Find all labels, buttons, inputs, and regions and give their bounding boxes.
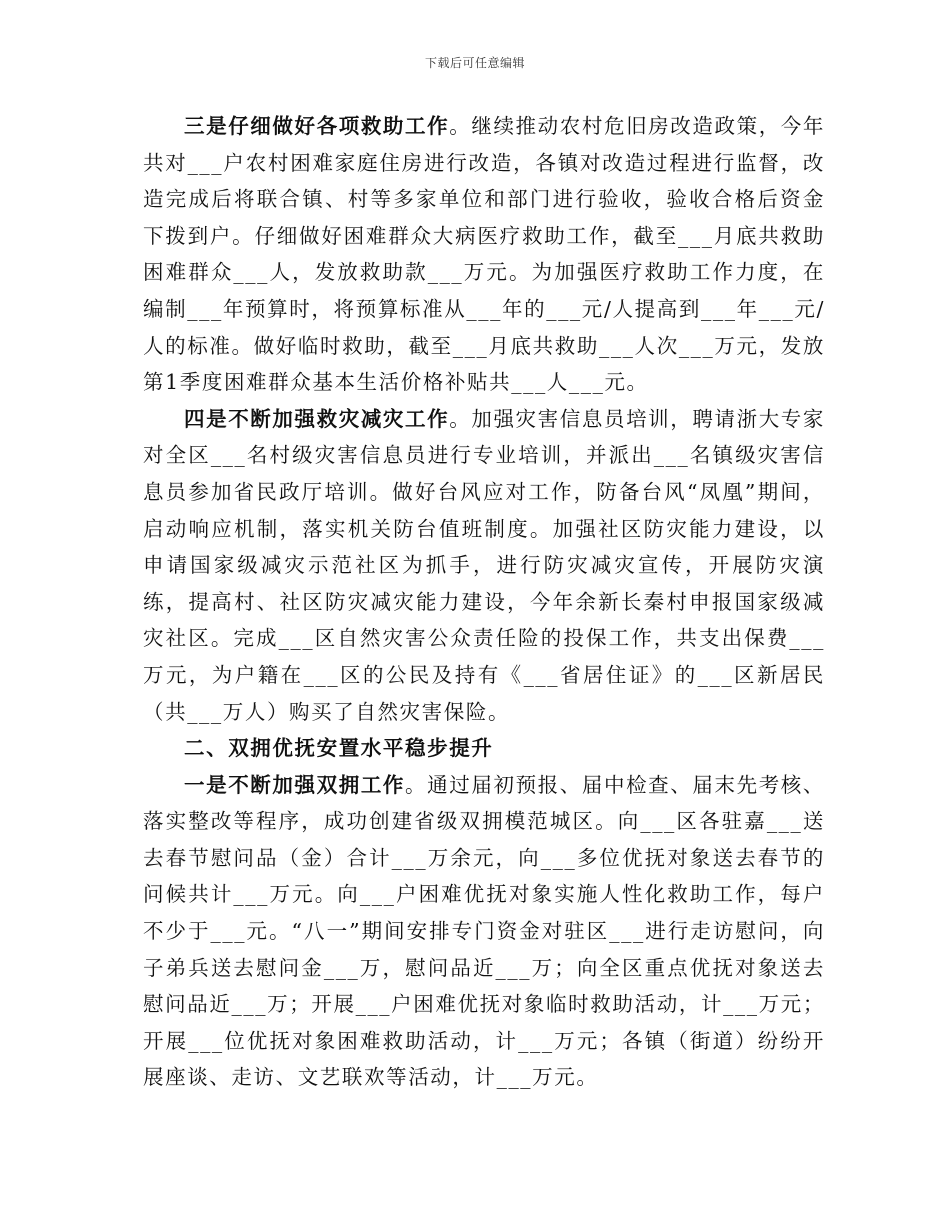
paragraph-lead: 三是仔细做好各项救助工作 [184,114,450,138]
paragraph-relief-work [143,108,825,401]
paragraph-lead: 四是不断加强救灾减灾工作 [184,406,450,431]
paragraph-text: 。通过届初预报、届中检查、届末先考核、落实整改等程序，成功创建省级双拥模范城区。向___区各驻嘉___送去春节慰问品（金）合计___万余元，向___多位优抚对象送去春节的问候共计___万元。向___户困难优抚对象实施人性化救助工作，每户不少于___元。“八一”期间安排专门资金对驻区___进行走访慰问，向子弟兵送去慰问金___万，慰问品近___万；向全区重点优抚对象送去慰问品近___万；开展___户困难优抚对象临时救助活动，计___万元；开展___位优抚对象困难救助活动，计___万元；各镇（街道）纷纷开展座谈、走访、文艺联欢等活动，计___万元。 [143,772,826,1090]
document-body [143,108,825,1096]
paragraph-text: 。继续推动农村危旧房改造政策，今年共对___户农村困难家庭住房进行改造，各镇对改造过程进行监督，改造完成后将联合镇、村等多家单位和部门进行验收，验收合格后资金下拨到户。仔细做好困难群众大病医疗救助工作，截至___月底共救助困难群众___人，发放救助款___万元。为加强医疗救助工作力度，在编制___年预算时，将预算标准从___年的___元/人提高到___年___元/人的标准。做好临时救助，截至___月底共救助___人次___万元，发放第1季度困难群众基本生活价格补贴共___人___元。 [143,114,826,395]
paragraph-disaster-relief [143,401,825,730]
section-heading: 二、双拥优抚安置水平稳步提升 [184,736,494,761]
header-note: 下载后可任意编辑 [424,56,525,70]
paragraph-lead: 一是不断加强双拥工作 [184,772,406,797]
paragraph-military-support [143,767,825,1096]
paragraph-text: 。加强灾害信息员培训，聘请浙大专家对全区___名村级灾害信息员进行专业培训，并派出___名镇级灾害信息员参加省民政厅培训。做好台风应对工作，防备台风“凤凰”期间，启动响应机制，落实机关防台值班制度。加强社区防灾能力建设，以申请国家级减灾示范社区为抓手，进行防灾减灾宣传，开展防灾演练，提高村、社区防灾减灾能力建设，今年余新长秦村申报国家级减灾社区。完成___区自然灾害公众责任险的投保工作，共支出保费___万元，为户籍在___区的公民及持有《___省居住证》的___区新居民（共___万人）购买了自然灾害保险。 [143,406,826,724]
